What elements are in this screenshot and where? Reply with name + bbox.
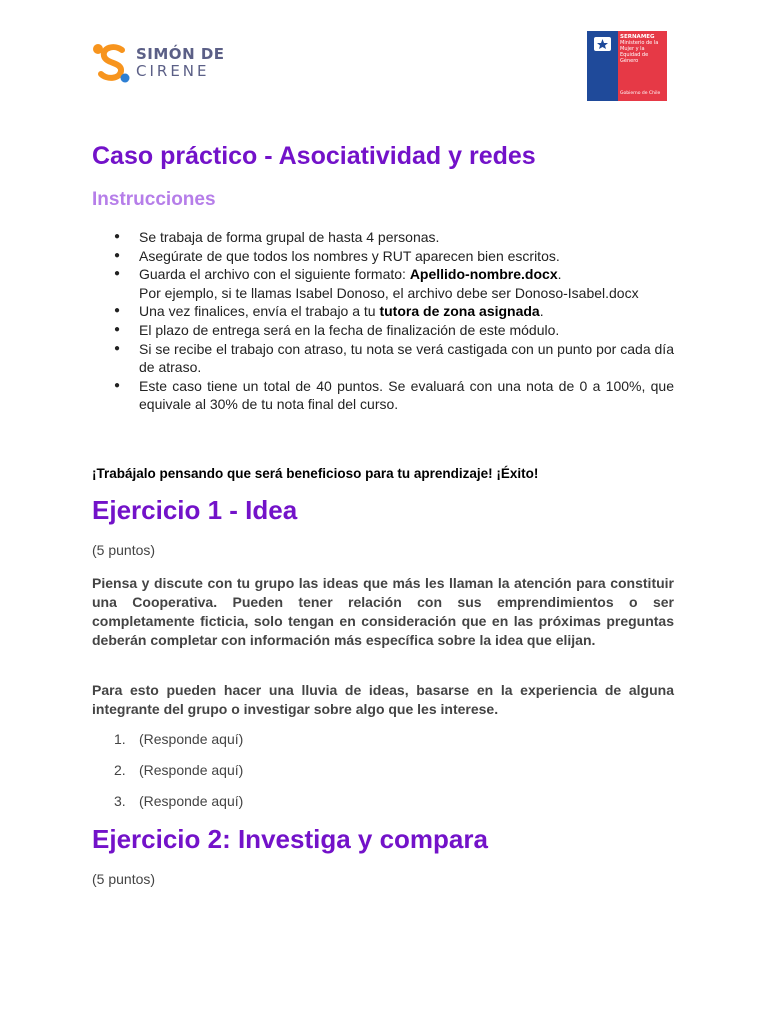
filename-example: Por ejemplo, si te llamas Isabel Donoso, el archivo debe ser Donoso-Isabel.docx: [139, 284, 639, 301]
simon-de-cirene-logo: [92, 42, 225, 84]
sernameg-blue-panel: [587, 31, 618, 101]
exercise-2-title: Ejercicio 2: Investiga y compara: [92, 824, 488, 854]
exercise-1-paragraph-1: Piensa y discute con tu grupo las ideas que más les llaman la atención para constituir una Cooperativa. Pueden tener relación con sus emprendimientos o ser completamente ficticia, solo tengan en consideración que en las próximas preguntas deberán completar con información más específica sobre la idea que elijan.: [92, 575, 674, 648]
logo-line-1: SIMÓN DE: [136, 45, 225, 63]
sernameg-ministry: Ministerio de la Mujer y la Equidad de Género: [620, 40, 659, 64]
exercise-1-paragraph-2: Para esto pueden hacer una lluvia de ideas, basarse en la experiencia de alguna integrante del grupo o investigar sobre algo que les interese.: [92, 682, 674, 717]
motivational-note: ¡Trabájalo pensando que será beneficioso para tu aprendizaje! ¡Éxito!: [92, 466, 539, 481]
logo-wordmark: [136, 46, 225, 80]
response-item[interactable]: 3. (Responde aquí): [114, 793, 244, 809]
list-item: ● Una vez finalices, envía el trabajo a tu tutora de zona asignada.: [92, 302, 674, 321]
instructions-heading: Instrucciones: [92, 189, 216, 210]
sernameg-logo: [587, 31, 667, 101]
list-item: ● Guarda el archivo con el siguiente formato: Apellido-nombre.docx. Por ejemplo, si te llamas Isabel Donoso, el archivo debe ser Donoso-Isabel.docx: [92, 265, 674, 302]
sernameg-red-panel: [618, 31, 667, 101]
exercise-1-points: (5 puntos): [92, 542, 156, 558]
response-item[interactable]: 1. (Responde aquí): [114, 731, 244, 747]
response-list: [92, 730, 243, 823]
filename-format: Apellido-nombre.docx: [409, 266, 558, 283]
sernameg-government: Gobierno de Chile: [620, 91, 661, 96]
sernameg-org-name: SERNAMEG: [620, 34, 655, 40]
exercise-1-title: Ejercicio 1 - Idea: [92, 495, 298, 525]
tutor-label: tutora de zona asignada: [379, 303, 540, 320]
list-item: ● Si se recibe el trabajo con atraso, tu nota se verá castigada con un punto por cada día de atraso.: [92, 340, 674, 377]
list-item: ● Se trabaja de forma grupal de hasta 4 personas.: [92, 228, 674, 247]
logo-line-2: CIRENE: [136, 62, 210, 80]
instructions-list: [92, 228, 674, 414]
response-item[interactable]: 2. (Responde aquí): [114, 762, 244, 778]
logo-mark-icon: [92, 42, 132, 84]
coat-of-arms-icon: [587, 31, 618, 101]
document-title: Caso práctico - Asociatividad y redes: [92, 142, 536, 170]
list-item: ● Este caso tiene un total de 40 puntos. Se evaluará con una nota de 0 a 100%, que equivale al 30% de tu nota final del curso.: [92, 377, 674, 414]
list-item: ● El plazo de entrega será en la fecha de finalización de este módulo.: [92, 321, 674, 340]
exercise-2-points: (5 puntos): [92, 871, 156, 887]
list-item: ● Asegúrate de que todos los nombres y RUT aparecen bien escritos.: [92, 247, 674, 266]
